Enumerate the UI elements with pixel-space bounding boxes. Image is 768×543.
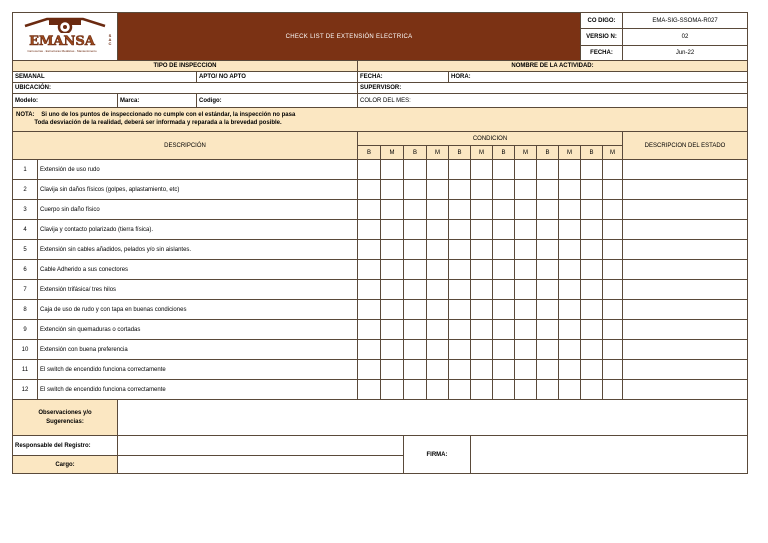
logo-wordmark: EMANSA [29, 34, 95, 49]
item-number: 1 [13, 160, 38, 180]
item-row [13, 320, 748, 340]
item-number: 6 [13, 260, 38, 280]
item-description: Cuerpo sin daño físico [38, 200, 358, 220]
note-line-2: Toda desviación de la realidad, deberá ser informada y reparada a la brevedad posible. [34, 119, 282, 126]
condition-cell[interactable] [449, 220, 471, 240]
fecha-value: Jun-22 [623, 45, 748, 60]
condition-cell[interactable] [537, 320, 559, 340]
condition-cell[interactable] [449, 180, 471, 200]
item-number: 5 [13, 240, 38, 260]
condition-cell[interactable] [381, 240, 404, 260]
estado-cell[interactable] [623, 220, 748, 240]
condition-cell[interactable] [493, 320, 515, 340]
condition-cell[interactable] [581, 320, 603, 340]
condition-cell[interactable] [427, 300, 449, 320]
item-description: Extensión con buena preferencia [38, 340, 358, 360]
condition-cell[interactable] [471, 360, 493, 380]
note-box [13, 108, 748, 132]
item-description: Caja de uso de rudo y con tapa en buenas condiciones [38, 300, 358, 320]
checklist-table [12, 12, 748, 474]
condition-cell[interactable] [581, 360, 603, 380]
condition-cell[interactable] [381, 320, 404, 340]
condition-cell[interactable] [358, 180, 381, 200]
condition-cell[interactable] [471, 220, 493, 240]
condition-cell[interactable] [404, 360, 427, 380]
svg-text:A: A [108, 37, 112, 42]
semanal-label: SEMANAL [13, 72, 197, 83]
condition-cell[interactable] [559, 180, 581, 200]
codigo-label: CO DIGO: [581, 13, 623, 29]
logo-tagline: Carrocerías · Estructuras Metálicas · Mantenimiento [27, 49, 97, 53]
responsable-field[interactable] [118, 436, 404, 456]
codigo-value: EMA-SIG-SSOMA-R027 [623, 13, 748, 29]
condition-cell[interactable] [381, 300, 404, 320]
condition-cell[interactable] [358, 340, 381, 360]
estado-cell[interactable] [623, 200, 748, 220]
condition-cell[interactable] [471, 300, 493, 320]
item-row [13, 300, 748, 320]
condition-cell[interactable] [537, 360, 559, 380]
svg-text:S: S [108, 33, 112, 38]
condition-cell[interactable] [381, 260, 404, 280]
condition-cell[interactable] [404, 260, 427, 280]
condition-cell[interactable] [471, 200, 493, 220]
item-number: 10 [13, 340, 38, 360]
observaciones-line-1: Observaciones y/o [38, 410, 92, 417]
condition-cell[interactable] [471, 260, 493, 280]
condition-cell[interactable] [449, 380, 471, 400]
condition-cell[interactable] [493, 280, 515, 300]
condition-cell[interactable] [427, 320, 449, 340]
condition-cell[interactable] [471, 280, 493, 300]
condition-cell[interactable] [493, 260, 515, 280]
condition-cell[interactable] [581, 180, 603, 200]
estado-cell[interactable] [623, 160, 748, 180]
condition-cell[interactable] [515, 380, 537, 400]
condition-cell[interactable] [515, 160, 537, 180]
condition-cell[interactable] [381, 160, 404, 180]
condicion-header: CONDICION [358, 132, 623, 146]
condition-cell[interactable] [358, 360, 381, 380]
svg-text:C: C [108, 41, 112, 46]
bm-label: M [471, 146, 493, 160]
condition-cell[interactable] [493, 340, 515, 360]
condition-cell[interactable] [603, 220, 623, 240]
bm-label: B [537, 146, 559, 160]
condition-cell[interactable] [581, 240, 603, 260]
item-description: Cable Adherido a sus conectores [38, 260, 358, 280]
condition-cell[interactable] [537, 380, 559, 400]
checklist-sheet [12, 12, 727, 474]
condition-cell[interactable] [427, 280, 449, 300]
item-row [13, 160, 748, 180]
estado-header: DESCRIPCION DEL ESTADO [623, 132, 748, 160]
condition-cell[interactable] [537, 160, 559, 180]
condition-cell[interactable] [603, 200, 623, 220]
condition-cell[interactable] [427, 160, 449, 180]
responsable-label: Responsable del Registro: [13, 436, 118, 456]
item-row [13, 380, 748, 400]
version-label: VERSIO N: [581, 29, 623, 45]
condition-cell[interactable] [559, 380, 581, 400]
condition-cell[interactable] [515, 340, 537, 360]
condition-cell[interactable] [581, 200, 603, 220]
company-logo [13, 13, 118, 61]
condition-cell[interactable] [537, 200, 559, 220]
item-row [13, 340, 748, 360]
item-description: Extensión de uso rudo [38, 160, 358, 180]
condition-cell[interactable] [537, 260, 559, 280]
condition-cell[interactable] [537, 180, 559, 200]
condition-cell[interactable] [493, 200, 515, 220]
note-line-1: Si uno de los puntos de inspeccionado no cumple con el estándar, la inspección no pasa [41, 112, 296, 118]
marca-label: Marca: [118, 94, 197, 108]
note-label: NOTA: [16, 112, 35, 118]
codigo-field-label: Codigo: [197, 94, 358, 108]
bm-label: B [358, 146, 381, 160]
condition-cell[interactable] [515, 200, 537, 220]
condition-cell[interactable] [515, 260, 537, 280]
condition-cell[interactable] [559, 300, 581, 320]
condition-cell[interactable] [493, 380, 515, 400]
item-number: 4 [13, 220, 38, 240]
condition-cell[interactable] [493, 180, 515, 200]
condition-cell[interactable] [603, 380, 623, 400]
condition-cell[interactable] [449, 200, 471, 220]
condition-cell[interactable] [404, 300, 427, 320]
bm-label: M [603, 146, 623, 160]
item-number: 7 [13, 280, 38, 300]
condition-cell[interactable] [358, 380, 381, 400]
estado-cell[interactable] [623, 380, 748, 400]
ubicacion-label: UBICACIÓN: [13, 83, 358, 94]
condition-cell[interactable] [381, 220, 404, 240]
condition-cell[interactable] [449, 240, 471, 260]
condition-cell[interactable] [559, 200, 581, 220]
condition-cell[interactable] [471, 320, 493, 340]
condition-cell[interactable] [358, 220, 381, 240]
nombre-actividad-header: NOMBRE DE LA ACTIVIDAD: [358, 61, 748, 72]
condition-cell[interactable] [358, 320, 381, 340]
condition-cell[interactable] [515, 240, 537, 260]
item-number: 12 [13, 380, 38, 400]
condition-cell[interactable] [537, 240, 559, 260]
condition-cell[interactable] [427, 220, 449, 240]
condition-cell[interactable] [471, 240, 493, 260]
item-description: Clavija sin daños físicos (golpes, aplastamiento, etc) [38, 180, 358, 200]
estado-cell[interactable] [623, 320, 748, 340]
estado-cell[interactable] [623, 180, 748, 200]
condition-cell[interactable] [404, 380, 427, 400]
bm-label: M [559, 146, 581, 160]
condition-cell[interactable] [471, 380, 493, 400]
condition-cell[interactable] [559, 240, 581, 260]
condition-cell[interactable] [449, 160, 471, 180]
condition-cell[interactable] [537, 220, 559, 240]
condition-cell[interactable] [603, 280, 623, 300]
item-number: 9 [13, 320, 38, 340]
fecha-field-label: FECHA: [358, 72, 449, 83]
condition-cell[interactable] [449, 300, 471, 320]
modelo-label: Modelo: [13, 94, 118, 108]
condition-cell[interactable] [449, 340, 471, 360]
estado-cell[interactable] [623, 280, 748, 300]
emansa-logo [13, 13, 117, 58]
condition-cell[interactable] [493, 240, 515, 260]
item-row [13, 260, 748, 280]
condition-cell[interactable] [493, 220, 515, 240]
item-row [13, 240, 748, 260]
condition-cell[interactable] [559, 260, 581, 280]
condition-cell[interactable] [381, 200, 404, 220]
condition-cell[interactable] [404, 280, 427, 300]
descripcion-header: DESCRIPCIÓN [13, 132, 358, 160]
firma-field[interactable] [471, 436, 748, 474]
apto-label: APTO/ NO APTO [197, 72, 358, 83]
condition-cell[interactable] [559, 340, 581, 360]
observaciones-line-2: Sugerencias: [46, 418, 84, 425]
condition-cell[interactable] [581, 340, 603, 360]
cargo-field[interactable] [118, 456, 404, 474]
bm-label: M [427, 146, 449, 160]
condition-cell[interactable] [559, 320, 581, 340]
condition-cell[interactable] [603, 240, 623, 260]
condition-cell[interactable] [358, 300, 381, 320]
condition-cell[interactable] [603, 300, 623, 320]
item-rows [13, 160, 748, 400]
condition-cell[interactable] [404, 340, 427, 360]
condition-cell[interactable] [404, 160, 427, 180]
condition-cell[interactable] [358, 260, 381, 280]
condition-cell[interactable] [471, 340, 493, 360]
version-value: 02 [623, 29, 748, 45]
item-row [13, 200, 748, 220]
condition-cell[interactable] [449, 280, 471, 300]
condition-cell[interactable] [603, 160, 623, 180]
condition-cell[interactable] [358, 280, 381, 300]
condition-cell[interactable] [358, 160, 381, 180]
condition-cell[interactable] [427, 340, 449, 360]
condition-cell[interactable] [603, 360, 623, 380]
item-description: Extensión sin cables añadidos, pelados y/o sin aislantes. [38, 240, 358, 260]
estado-cell[interactable] [623, 360, 748, 380]
condition-cell[interactable] [427, 240, 449, 260]
bm-label: M [515, 146, 537, 160]
condition-cell[interactable] [381, 360, 404, 380]
item-row [13, 180, 748, 200]
document-title: CHECK LIST DE EXTENSIÓN ELECTRICA [118, 13, 581, 61]
condition-cell[interactable] [581, 380, 603, 400]
condition-cell[interactable] [537, 280, 559, 300]
item-number: 2 [13, 180, 38, 200]
fecha-label: FECHA: [581, 45, 623, 60]
condition-cell[interactable] [471, 160, 493, 180]
condition-cell[interactable] [471, 180, 493, 200]
hora-field-label: HORA: [449, 72, 748, 83]
condition-cell[interactable] [449, 320, 471, 340]
item-description: Clavija y contacto polarizado (tierra física). [38, 220, 358, 240]
item-number: 11 [13, 360, 38, 380]
condition-cell[interactable] [404, 240, 427, 260]
estado-cell[interactable] [623, 340, 748, 360]
condition-cell[interactable] [381, 280, 404, 300]
condition-cell[interactable] [404, 180, 427, 200]
estado-cell[interactable] [623, 240, 748, 260]
condition-cell[interactable] [603, 260, 623, 280]
estado-cell[interactable] [623, 300, 748, 320]
condition-cell[interactable] [381, 340, 404, 360]
item-row [13, 360, 748, 380]
observaciones-field[interactable] [118, 400, 748, 436]
bm-label: B [404, 146, 427, 160]
condition-cell[interactable] [581, 260, 603, 280]
condition-cell[interactable] [581, 300, 603, 320]
condition-cell[interactable] [427, 360, 449, 380]
condition-cell[interactable] [358, 200, 381, 220]
bm-label: B [493, 146, 515, 160]
item-number: 3 [13, 200, 38, 220]
condition-cell[interactable] [515, 300, 537, 320]
condition-cell[interactable] [358, 240, 381, 260]
condition-cell[interactable] [381, 180, 404, 200]
condition-cell[interactable] [427, 260, 449, 280]
condition-cell[interactable] [581, 280, 603, 300]
condition-cell[interactable] [493, 360, 515, 380]
item-number: 8 [13, 300, 38, 320]
condition-cell[interactable] [427, 380, 449, 400]
item-row [13, 280, 748, 300]
condition-cell[interactable] [559, 360, 581, 380]
bm-label: M [381, 146, 404, 160]
item-description: Extensión trifásica/ tres hilos [38, 280, 358, 300]
condition-cell[interactable] [515, 180, 537, 200]
firma-label: FIRMA: [404, 436, 471, 474]
condition-cell[interactable] [581, 160, 603, 180]
supervisor-label: SUPERVISOR: [358, 83, 748, 94]
condition-cell[interactable] [603, 340, 623, 360]
bm-label: B [581, 146, 603, 160]
condition-cell[interactable] [559, 160, 581, 180]
bm-label: B [449, 146, 471, 160]
cargo-label: Cargo: [13, 456, 118, 474]
condition-cell[interactable] [493, 160, 515, 180]
observaciones-label [13, 400, 118, 436]
item-description: Extención sin quemaduras o cortadas [38, 320, 358, 340]
condition-cell[interactable] [381, 380, 404, 400]
condition-cell[interactable] [603, 320, 623, 340]
condition-cell[interactable] [603, 180, 623, 200]
condition-cell[interactable] [404, 200, 427, 220]
condition-cell[interactable] [559, 280, 581, 300]
condition-cell[interactable] [427, 180, 449, 200]
condition-cell[interactable] [493, 300, 515, 320]
condition-cell[interactable] [537, 300, 559, 320]
item-description: El switch de encendido funciona correctamente [38, 380, 358, 400]
condition-cell[interactable] [581, 220, 603, 240]
condition-cell[interactable] [559, 220, 581, 240]
condition-cell[interactable] [404, 320, 427, 340]
color-mes-label: COLOR DEL MES: [358, 94, 748, 108]
item-row [13, 220, 748, 240]
condition-cell[interactable] [515, 280, 537, 300]
condition-cell[interactable] [404, 220, 427, 240]
tipo-inspeccion-header: TIPO DE INSPECCION [13, 61, 358, 72]
estado-cell[interactable] [623, 260, 748, 280]
condition-cell[interactable] [515, 360, 537, 380]
condition-cell[interactable] [515, 320, 537, 340]
item-description: El switch de encendido funciona correctamente [38, 360, 358, 380]
condition-cell[interactable] [515, 220, 537, 240]
condition-cell[interactable] [537, 340, 559, 360]
condition-cell[interactable] [427, 200, 449, 220]
condition-cell[interactable] [449, 260, 471, 280]
condition-cell[interactable] [449, 360, 471, 380]
